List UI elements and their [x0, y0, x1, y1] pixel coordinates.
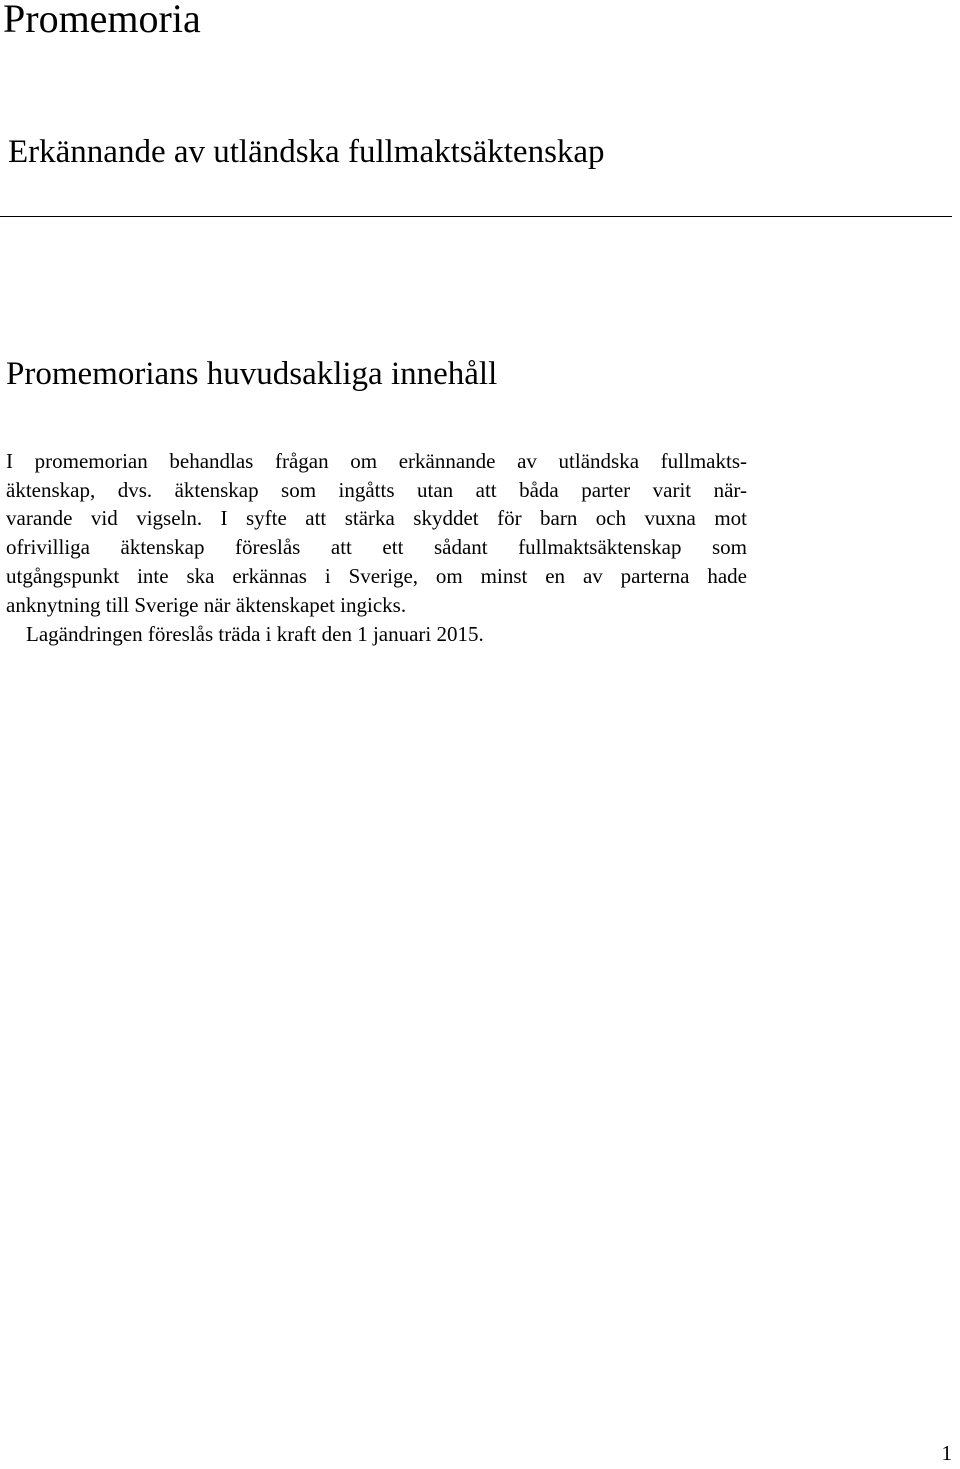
page-number: 1	[941, 1441, 952, 1465]
closing-paragraph: Lagändringen föreslås träda i kraft den 1 januari 2015.	[26, 622, 484, 646]
body-text-line: äktenskap, dvs. äktenskap som ingåtts utan att båda parter varit när-	[6, 478, 747, 502]
page-title: Promemoria	[3, 0, 201, 41]
body-text-line: utgångspunkt inte ska erkännas i Sverige, om minst en av parterna hade	[6, 564, 747, 588]
body-text-line: varande vid vigseln. I syfte att stärka skyddet för barn och vuxna mot	[6, 506, 747, 530]
section-heading: Promemorians huvudsakliga innehåll	[6, 356, 498, 392]
document-subtitle: Erkännande av utländska fullmaktsäktenskap	[8, 134, 605, 170]
body-text-line: I promemorian behandlas frågan om erkännande av utländska fullmakts-	[6, 449, 747, 473]
body-text-line: ofrivilliga äktenskap föreslås att ett sådant fullmaktsäktenskap som	[6, 535, 747, 559]
body-text-line: anknytning till Sverige när äktenskapet ingicks.	[6, 593, 407, 617]
horizontal-rule	[0, 216, 952, 217]
